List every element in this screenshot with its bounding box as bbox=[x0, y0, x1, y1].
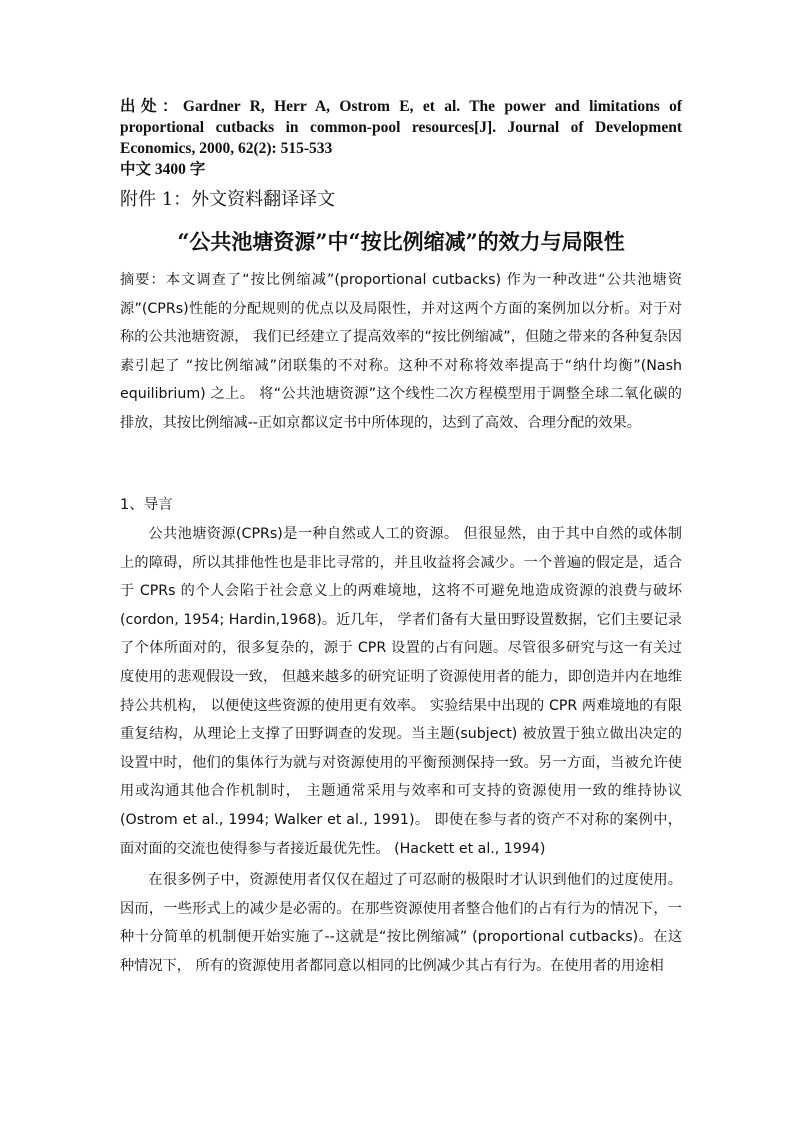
abstract-paragraph: 摘要：本文调查了“按比例缩减”(proportional cutbacks) 作为一种改进“公共池塘资源”(CPRs)性能的分配规则的优点以及局限性，并对这两个方面的案例加以分析。对于对称的公共池塘资源， 我们已经建立了提高效率的“按比例缩减”，但随之带来的各种复杂因素引起了 “按比例缩减”闭联集的不对称。这种不对称将效率提高于“纳什均衡”(Nash equilibrium) 之上。 将“公共池塘资源”这个线性二次方程模型用于调整全球二氧化碳的排放，其按比例缩减--正如京都议定书中所体现的，达到了高效、合理分配的效果。 bbox=[120, 272, 682, 431]
source-citation-block bbox=[120, 96, 682, 180]
document-title: “公共池塘资源”中“按比例缩减”的效力与局限性 bbox=[177, 229, 625, 254]
body-paragraph: 在很多例子中，资源使用者仅仅在超过了可忍耐的极限时才认识到他们的过度使用。因而，一些形式上的减少是必需的。在那些资源使用者整合他们的占有行为的情况下，一种十分简单的机制便开始实施了--这就是“按比例缩减” (proportional cutbacks)。在这种情况下， 所有的资源使用者都同意以相同的比例减少其占有行为。在使用者的用途相 bbox=[120, 872, 683, 974]
appendix-label: 附件 1：外文资料翻译译文 bbox=[120, 189, 336, 210]
source-citation: 出处：Gardner R, Herr A, Ostrom E, et al. The power and limitations of proportional cutbacks in common-pool resources[J]. Journal of Development Economics, 2000, 62(2): 515-533 bbox=[120, 98, 682, 157]
section-heading: 1、导言 bbox=[120, 497, 173, 513]
section-body bbox=[120, 520, 682, 981]
body-paragraph: 公共池塘资源(CPRs)是一种自然或人工的资源。 但很显然，由于其中自然的或体制上的障碍，所以其排他性也是非比寻常的，并且收益将会减少。一个普遍的假定是，适合于 CPRs 的个人会陷于社会意义上的两难境地，这将不可避免地造成资源的浪费与破坏(cordon, 1954; Hardin,1968)。近几年， 学者们备有大量田野设置数据，它们主要记录了个体所面对的，很多复杂的，源于 CPR 设置的占有问题。尽管很多研究与这一有关过度使用的悲观假设一致， 但越来越多的研究证明了资源使用者的能力，即创造并内在地维持公共机构， 以便使这些资源的使用更有效率。 实验结果中出现的 CPR 两难境地的有限重复结构，从理论上支撑了田野调查的发现。当主题(subject) 被放置于独立做出决定的设置中时，他们的集体行为就与对资源使用的平衡预测保持一致。另一方面，当被允许使用或沟通其他合作机制时， 主题通常采用与效率和可支持的资源使用一致的维持协议(Ostrom et al., 1994; Walker et al., 1991)。 即使在参与者的资产不对称的案例中， 面对面的交流也使得参与者接近最优先性。 (Hackett et al., 1994) bbox=[120, 526, 682, 857]
word-count: 中文 3400 字 bbox=[120, 161, 206, 178]
